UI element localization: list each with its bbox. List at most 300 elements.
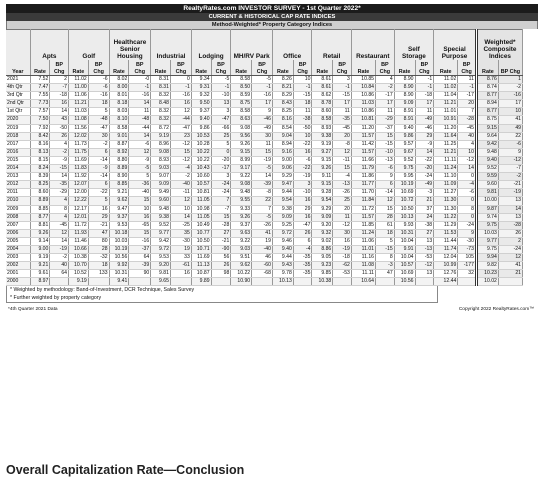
bp-chg-cell: 12 bbox=[333, 148, 352, 156]
rate-cell: 7.57 bbox=[30, 108, 50, 116]
rate-cell: 11.73 bbox=[69, 140, 89, 148]
rate-cell: 8.18 bbox=[109, 100, 129, 108]
rate-cell: 9.05 bbox=[312, 254, 333, 262]
bp-chg-cell: 7 bbox=[211, 197, 231, 205]
bp-chg-cell: -1 bbox=[293, 84, 312, 92]
bp-chg-cell: -21 bbox=[88, 221, 109, 229]
bp-chg-cell: -18 bbox=[50, 92, 69, 100]
rate-cell: 8.93 bbox=[312, 124, 333, 132]
rate-cell: 8.02 bbox=[109, 76, 129, 84]
bp-chg-header: BP Chg bbox=[333, 60, 352, 76]
rate-cell: 9.06 bbox=[272, 165, 293, 173]
table-row bbox=[6, 76, 538, 84]
rate-cell: 12.01 bbox=[69, 213, 89, 221]
rate-cell: 8.50 bbox=[231, 84, 252, 92]
composite-bp-chg-cell: -19 bbox=[498, 189, 522, 197]
bp-chg-cell: -9 bbox=[88, 165, 109, 173]
bp-chg-cell: 26 bbox=[211, 262, 231, 270]
rate-cell: 9.27 bbox=[312, 148, 333, 156]
table-row bbox=[6, 181, 538, 189]
bp-chg-cell: -1 bbox=[415, 76, 434, 84]
composite-rate-header: Rate bbox=[476, 60, 498, 76]
bp-chg-cell: -37 bbox=[129, 245, 151, 253]
rate-cell: 11.08 bbox=[351, 262, 375, 270]
bp-chg-cell: 18 bbox=[293, 100, 312, 108]
bp-chg-cell: 3 bbox=[293, 181, 312, 189]
bp-chg-cell: 32 bbox=[458, 270, 477, 278]
bp-chg-cell: 8 bbox=[376, 254, 395, 262]
rate-cell: 9.28 bbox=[312, 189, 333, 197]
table-row bbox=[6, 270, 538, 278]
bp-chg-cell: -6 bbox=[129, 140, 151, 148]
composite-rate-cell: 9.94 bbox=[476, 254, 498, 262]
bp-chg-cell: -15 bbox=[293, 92, 312, 100]
bp-chg-cell: 40 bbox=[50, 262, 69, 270]
rate-cell: 11.57 bbox=[351, 148, 375, 156]
bp-chg-cell: 12 bbox=[170, 108, 191, 116]
rate-cell: 11.02 bbox=[69, 76, 89, 84]
composite-bp-chg-cell: 17 bbox=[498, 100, 522, 108]
rate-cell: 9.21 bbox=[109, 189, 129, 197]
bp-chg-cell: -35 bbox=[293, 262, 312, 270]
survey-title: RealtyRates.com INVESTOR SURVEY - 1st Quarter 2022* bbox=[6, 4, 538, 13]
year-cell: 2018 bbox=[6, 132, 30, 140]
conclusion-heading: Overall Capitalization Rate—Conclusion bbox=[6, 463, 245, 477]
bp-chg-cell: -38 bbox=[293, 116, 312, 124]
rate-cell: 9.15 bbox=[231, 148, 252, 156]
rate-cell: 10.22 bbox=[191, 148, 211, 156]
bp-chg-cell: 5 bbox=[129, 173, 151, 181]
rate-cell: 9.37 bbox=[191, 108, 211, 116]
bp-chg-cell: 11 bbox=[333, 213, 352, 221]
bp-chg-cell: 40 bbox=[458, 132, 477, 140]
bp-chg-cell: 0 bbox=[170, 76, 191, 84]
rate-cell: 9.42 bbox=[151, 237, 171, 245]
rate-cell: 8.85 bbox=[30, 205, 50, 213]
bp-chg-cell: 33 bbox=[170, 254, 191, 262]
rate-cell: 8.61 bbox=[312, 84, 333, 92]
composite-rate-cell: 9.74 bbox=[476, 213, 498, 221]
bp-chg-cell: -73 bbox=[458, 245, 477, 253]
composite-rate-cell: 10.23 bbox=[476, 270, 498, 278]
rate-cell: 11.25 bbox=[434, 140, 458, 148]
bp-chg-cell: -49 bbox=[415, 116, 434, 124]
rate-cell: 8.25 bbox=[30, 181, 50, 189]
rate-cell: 11.93 bbox=[69, 229, 89, 237]
bp-chg-cell: -8 bbox=[333, 140, 352, 148]
rate-cell: 8.32 bbox=[151, 92, 171, 100]
rate-cell: 10.13 bbox=[394, 213, 415, 221]
bp-chg-cell: 0 bbox=[211, 148, 231, 156]
bp-chg-header: BP Chg bbox=[129, 60, 151, 76]
bp-chg-cell: -49 bbox=[415, 181, 434, 189]
rate-cell: 11.16 bbox=[351, 254, 375, 262]
rate-cell: 9.38 bbox=[151, 213, 171, 221]
rate-cell: 9.72 bbox=[272, 229, 293, 237]
bp-chg-cell: 10 bbox=[293, 132, 312, 140]
bp-chg-cell: -10 bbox=[211, 92, 231, 100]
bp-chg-cell: 15 bbox=[129, 229, 151, 237]
bp-chg-cell: -22 bbox=[293, 140, 312, 148]
bp-chg-cell: 15 bbox=[129, 197, 151, 205]
composite-bp-chg-cell: 12 bbox=[498, 254, 522, 262]
bp-chg-cell: 20 bbox=[333, 132, 352, 140]
bp-chg-cell: -68 bbox=[252, 270, 273, 278]
bp-chg-cell: -35 bbox=[50, 181, 69, 189]
rate-cell: 11.53 bbox=[434, 229, 458, 237]
composite-rate-cell: 9.60 bbox=[476, 181, 498, 189]
rate-cell: 8.86 bbox=[312, 245, 333, 253]
bp-chg-cell: 105 bbox=[458, 254, 477, 262]
rate-cell: 11.20 bbox=[351, 124, 375, 132]
bp-chg-cell: 20 bbox=[458, 100, 477, 108]
rate-cell: 8.48 bbox=[151, 100, 171, 108]
year-cell: 4th Qtr bbox=[6, 84, 30, 92]
bp-chg-cell: 11 bbox=[458, 76, 477, 84]
rate-cell: 9.40 bbox=[272, 245, 293, 253]
rate-cell: 11.79 bbox=[351, 165, 375, 173]
bp-chg-cell: 25 bbox=[333, 197, 352, 205]
rate-cell: 11.85 bbox=[351, 221, 375, 229]
rate-cell: 10.53 bbox=[191, 132, 211, 140]
bp-chg-cell: 11 bbox=[252, 140, 273, 148]
rate-cell: 7.73 bbox=[30, 100, 50, 108]
rate-cell: 9.01 bbox=[109, 132, 129, 140]
bp-chg-cell: 80 bbox=[88, 237, 109, 245]
composite-bp-chg-cell: 10 bbox=[498, 108, 522, 116]
year-cell: 2020 bbox=[6, 116, 30, 124]
table-row bbox=[6, 140, 538, 148]
bp-chg-cell: -47 bbox=[211, 116, 231, 124]
rate-cell: 9.93 bbox=[394, 221, 415, 229]
bp-chg-cell: -35 bbox=[333, 116, 352, 124]
bp-chg-cell: -3 bbox=[415, 189, 434, 197]
bp-chg-cell: 12 bbox=[50, 229, 69, 237]
rate-cell: 8.62 bbox=[312, 92, 333, 100]
table-row bbox=[6, 213, 538, 221]
bp-chg-cell: 14 bbox=[129, 100, 151, 108]
rate-cell: 11.01 bbox=[351, 245, 375, 253]
bp-chg-cell: -37 bbox=[376, 124, 395, 132]
composite-bp-chg-cell: 13 bbox=[498, 213, 522, 221]
rate-cell: 12.17 bbox=[69, 205, 89, 213]
bp-chg-cell: -21 bbox=[211, 237, 231, 245]
bp-chg-cell: -5 bbox=[129, 165, 151, 173]
rate-cell: 8.16 bbox=[272, 116, 293, 124]
bp-chg-cell: -0 bbox=[129, 76, 151, 84]
bp-chg-cell: 14 bbox=[252, 173, 273, 181]
bp-chg-cell: 18 bbox=[88, 100, 109, 108]
bp-chg-cell: 24 bbox=[415, 213, 434, 221]
bp-chg-cell: -53 bbox=[333, 270, 352, 278]
category-header: Apts bbox=[30, 30, 68, 61]
bp-chg-cell: 12 bbox=[170, 197, 191, 205]
rate-cell: 8.91 bbox=[394, 116, 415, 124]
composite-rate-cell: 9.75 bbox=[476, 245, 498, 253]
rate-cell: 8.58 bbox=[109, 124, 129, 132]
rate-cell: 9.52 bbox=[394, 156, 415, 164]
bp-chg-cell: -25 bbox=[170, 221, 191, 229]
rate-cell: 11.44 bbox=[434, 237, 458, 245]
bp-chg-cell: 46 bbox=[252, 254, 273, 262]
bp-chg-cell: -13 bbox=[415, 245, 434, 253]
bp-chg-cell: -1 bbox=[170, 84, 191, 92]
composite-rate-cell: 9.75 bbox=[476, 221, 498, 229]
rate-cell: 10.77 bbox=[191, 229, 211, 237]
bp-chg-cell: -32 bbox=[88, 254, 109, 262]
rate-cell: 9.32 bbox=[191, 92, 211, 100]
composite-bp-chg-cell: -16 bbox=[498, 92, 522, 100]
bp-chg-cell: -4 bbox=[333, 173, 352, 181]
bp-chg-cell: 14 bbox=[50, 237, 69, 245]
rate-cell: 11.29 bbox=[434, 221, 458, 229]
bp-chg-header: BP Chg bbox=[211, 60, 231, 76]
year-cell: 2004 bbox=[6, 245, 30, 253]
bp-chg-cell: -28 bbox=[211, 221, 231, 229]
bp-chg-cell: -40 bbox=[170, 181, 191, 189]
bp-chg-cell: 8 bbox=[50, 205, 69, 213]
bp-chg-cell: -7 bbox=[211, 205, 231, 213]
rate-cell: 10.31 bbox=[109, 270, 129, 278]
rate-cell: 9.04 bbox=[272, 132, 293, 140]
bp-chg-cell: 4 bbox=[50, 197, 69, 205]
rate-cell: 9.53 bbox=[151, 254, 171, 262]
year-cell: 2002 bbox=[6, 262, 30, 270]
bp-chg-cell: 11 bbox=[293, 108, 312, 116]
year-cell: 2001 bbox=[6, 270, 30, 278]
bp-chg-cell: -14 bbox=[88, 156, 109, 164]
table-row bbox=[6, 116, 538, 124]
rate-cell: 10.38 bbox=[69, 254, 89, 262]
rate-cell: 9.78 bbox=[272, 270, 293, 278]
rate-cell: 9.54 bbox=[312, 197, 333, 205]
rate-cell: 9.03 bbox=[151, 165, 171, 173]
rate-cell: 11.05 bbox=[191, 197, 211, 205]
composite-bp-chg-cell: 21 bbox=[498, 270, 522, 278]
rate-cell: 12.00 bbox=[69, 189, 89, 197]
bp-chg-cell: 10 bbox=[458, 148, 477, 156]
year-cell: 3rd Qtr bbox=[6, 92, 30, 100]
rate-cell: 8.24 bbox=[30, 165, 50, 173]
bp-chg-cell: 10 bbox=[170, 205, 191, 213]
rate-cell: 11.57 bbox=[351, 132, 375, 140]
table-row bbox=[6, 165, 538, 173]
bp-chg-cell: 19 bbox=[252, 237, 273, 245]
rate-cell: 11.75 bbox=[69, 148, 89, 156]
rate-cell: 8.89 bbox=[30, 197, 50, 205]
bp-chg-cell: 13 bbox=[415, 237, 434, 245]
bp-chg-cell: 23 bbox=[170, 132, 191, 140]
year-cell: 2017 bbox=[6, 140, 30, 148]
rate-cell: 10.31 bbox=[394, 229, 415, 237]
bp-chg-cell: 90 bbox=[129, 270, 151, 278]
bp-chg-cell: -15 bbox=[333, 92, 352, 100]
rate-cell: 8.32 bbox=[151, 108, 171, 116]
bp-chg-cell: 41 bbox=[252, 229, 273, 237]
bp-chg-cell: 15 bbox=[333, 165, 352, 173]
composite-bp-chg-cell: 13 bbox=[498, 197, 522, 205]
bp-chg-cell: 5 bbox=[88, 197, 109, 205]
rate-cell: 9.11 bbox=[312, 173, 333, 181]
rate-header: Rate bbox=[312, 60, 333, 76]
category-header: Lodging bbox=[191, 30, 230, 61]
rate-cell: 9.44 bbox=[272, 189, 293, 197]
bp-chg-cell: -26 bbox=[333, 189, 352, 197]
year-cell: 2012 bbox=[6, 181, 30, 189]
rate-cell: 8.90 bbox=[394, 84, 415, 92]
rate-cell: 8.90 bbox=[394, 76, 415, 84]
rate-cell: 8.21 bbox=[272, 84, 293, 92]
rate-cell: 9.22 bbox=[231, 237, 252, 245]
rate-cell: 8.93 bbox=[151, 156, 171, 164]
bp-chg-cell: -15 bbox=[50, 165, 69, 173]
bp-chg-cell: 30 bbox=[88, 132, 109, 140]
year-cell: 2010 bbox=[6, 197, 30, 205]
rate-cell: 9.08 bbox=[151, 148, 171, 156]
rate-cell: 10.66 bbox=[69, 245, 89, 253]
rate-cell: 10.84 bbox=[351, 84, 375, 92]
rate-cell: 11.21 bbox=[69, 100, 89, 108]
rate-cell: 10.38 bbox=[312, 278, 333, 286]
year-cell: 2009 bbox=[6, 205, 30, 213]
rate-cell: 8.00 bbox=[109, 84, 129, 92]
rate-cell: 11.09 bbox=[434, 181, 458, 189]
bp-chg-cell: -4 bbox=[170, 165, 191, 173]
bp-chg-cell: 61 bbox=[376, 221, 395, 229]
rate-cell: 11.22 bbox=[434, 213, 458, 221]
rate-cell: 9.19 bbox=[69, 278, 89, 286]
rate-cell: 9.26 bbox=[231, 140, 252, 148]
rate-cell: 11.00 bbox=[69, 84, 89, 92]
bp-chg-cell: -14 bbox=[88, 173, 109, 181]
bp-chg-cell: 29 bbox=[293, 205, 312, 213]
bp-chg-cell: -13 bbox=[376, 156, 395, 164]
notes-box bbox=[6, 286, 438, 303]
rate-cell: 9.43 bbox=[272, 262, 293, 270]
composite-bp-chg-cell: -12 bbox=[498, 156, 522, 164]
bp-chg-cell: 4 bbox=[458, 140, 477, 148]
year-header-spacer bbox=[6, 30, 30, 61]
rate-cell: 8.72 bbox=[151, 124, 171, 132]
rate-cell: 10.18 bbox=[109, 229, 129, 237]
rate-cell: 9.15 bbox=[312, 181, 333, 189]
bp-chg-header: BP Chg bbox=[170, 60, 191, 76]
bp-chg-cell: 30 bbox=[333, 229, 352, 237]
rate-cell: 12.07 bbox=[69, 181, 89, 189]
bp-chg-cell: 14 bbox=[415, 148, 434, 156]
bp-chg-cell: 25 bbox=[211, 132, 231, 140]
bp-chg-cell: -45 bbox=[458, 124, 477, 132]
rate-cell: 8.39 bbox=[30, 173, 50, 181]
year-cell: 2019 bbox=[6, 124, 30, 132]
rate-cell: 10.90 bbox=[231, 278, 252, 286]
bp-chg-cell: -90 bbox=[211, 245, 231, 253]
bp-chg-cell: 26 bbox=[293, 229, 312, 237]
rate-cell: 9.25 bbox=[272, 221, 293, 229]
bp-chg-cell: -22 bbox=[88, 189, 109, 197]
rate-cell: 11.86 bbox=[351, 173, 375, 181]
table-row bbox=[6, 108, 538, 116]
table-row bbox=[6, 221, 538, 229]
rate-cell: 11.56 bbox=[69, 124, 89, 132]
category-header: Restaurant bbox=[351, 30, 394, 61]
rate-cell: 10.57 bbox=[191, 181, 211, 189]
rate-cell: 8.43 bbox=[272, 100, 293, 108]
rate-cell: 9.00 bbox=[272, 156, 293, 164]
rate-cell: 10.04 bbox=[394, 254, 415, 262]
rate-cell: 10.81 bbox=[351, 116, 375, 124]
rate-cell: 11.05 bbox=[191, 213, 211, 221]
rate-cell: 9.77 bbox=[151, 229, 171, 237]
rate-cell: 10.72 bbox=[394, 197, 415, 205]
bp-chg-cell: -35 bbox=[293, 254, 312, 262]
rate-cell: 9.19 bbox=[30, 254, 50, 262]
rate-cell: 9.31 bbox=[191, 84, 211, 92]
bp-chg-cell: -6 bbox=[88, 84, 109, 92]
rate-cell: 8.15 bbox=[30, 156, 50, 164]
bp-chg-cell: -44 bbox=[170, 116, 191, 124]
survey-subtitle: CURRENT & HISTORICAL CAP RATE INDICES bbox=[6, 13, 538, 21]
rate-cell: 7.92 bbox=[30, 124, 50, 132]
bp-chg-cell: 6 bbox=[293, 237, 312, 245]
composite-rate-cell: 9.59 bbox=[476, 173, 498, 181]
rate-cell: 10.43 bbox=[191, 165, 211, 173]
rate-cell: 10.86 bbox=[351, 92, 375, 100]
bp-chg-cell: -20 bbox=[415, 165, 434, 173]
rate-cell: 8.58 bbox=[312, 116, 333, 124]
rate-cell: 9.47 bbox=[109, 205, 129, 213]
bp-chg-cell: -19 bbox=[333, 245, 352, 253]
bp-chg-cell: 27 bbox=[415, 229, 434, 237]
rate-cell: 8.63 bbox=[231, 116, 252, 124]
rate-cell: 10.69 bbox=[394, 270, 415, 278]
bp-chg-cell: -1 bbox=[415, 84, 434, 92]
rate-cell: 10.86 bbox=[351, 108, 375, 116]
rate-cell: 9.63 bbox=[231, 229, 252, 237]
composite-rate-cell: 10.03 bbox=[476, 229, 498, 237]
bp-chg-cell bbox=[170, 278, 191, 286]
bp-chg-cell: 64 bbox=[129, 254, 151, 262]
cap-rate-sheet bbox=[6, 4, 538, 315]
bp-chg-cell: -46 bbox=[252, 116, 273, 124]
bp-chg-cell: -5 bbox=[211, 76, 231, 84]
rate-cell: 9.54 bbox=[272, 197, 293, 205]
category-header: MH/RV Park bbox=[231, 30, 273, 61]
bp-chg-header: BP Chg bbox=[376, 60, 395, 76]
bp-chg-cell: 17 bbox=[333, 100, 352, 108]
rate-cell: 11.57 bbox=[351, 213, 375, 221]
rate-cell: 11.72 bbox=[351, 205, 375, 213]
bp-chg-cell: -2 bbox=[376, 84, 395, 92]
rate-cell: 12.02 bbox=[69, 132, 89, 140]
bp-chg-cell: 14 bbox=[170, 213, 191, 221]
bp-chg-cell: -66 bbox=[211, 124, 231, 132]
bp-chg-cell: 29 bbox=[415, 132, 434, 140]
bp-chg-cell: -17 bbox=[376, 92, 395, 100]
bp-chg-cell: -5 bbox=[252, 165, 273, 173]
bp-chg-cell bbox=[211, 278, 231, 286]
rate-cell: 11.03 bbox=[351, 100, 375, 108]
bp-chg-cell: -4 bbox=[293, 245, 312, 253]
composite-bp-chg-cell: 2 bbox=[498, 237, 522, 245]
rate-cell: 10.28 bbox=[191, 140, 211, 148]
rate-cell: 11.20 bbox=[434, 124, 458, 132]
rate-cell: 11.02 bbox=[434, 76, 458, 84]
bp-chg-cell: -5 bbox=[252, 213, 273, 221]
rate-cell: 8.90 bbox=[109, 173, 129, 181]
bp-chg-cell: 26 bbox=[50, 132, 69, 140]
composite-bp-chg-header: BP Chg bbox=[498, 60, 522, 76]
